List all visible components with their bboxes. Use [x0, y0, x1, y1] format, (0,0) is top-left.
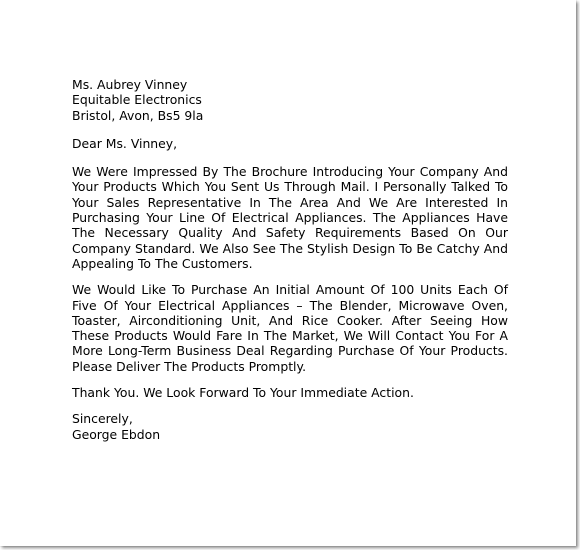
closing: Sincerely,: [72, 411, 133, 427]
recipient-address: Bristol, Avon, Bs5 9la: [72, 107, 204, 123]
recipient-block: [72, 77, 508, 123]
recipient-company: Equitable Electronics: [72, 92, 202, 108]
paragraph-3: Thank You. We Look Forward To Your Immediate Action.: [72, 385, 414, 401]
paragraph-1: We Were Impressed By The Brochure Introducing Your Company And Your Products Which You Sent Us Through Mail. I Personally Talked To Your Sales Representative In The Area And We Are Interested In Purchasing Your Line Of Electrical Appliances. The Appliances Have The Necessary Quality And Safety Requirements Based On Our Company Standard. We Also See The Stylish Design To Be Catchy And Appealing To The Customers.: [72, 164, 508, 271]
salutation: Dear Ms. Vinney,: [72, 135, 178, 151]
letter-body: [72, 77, 508, 442]
paragraph-2: We Would Like To Purchase An Initial Amount Of 100 Units Each Of Five Of Your Electrical Appliances – The Blender, Microwave Oven, Toaster, Airconditioning Unit, And Rice Cooker. After Seeing How These Products Would Fare In The Market, We Will Contact You For A More Long-Term Business Deal Regarding Purchase Of Your Products. Please Deliver The Products Promptly.: [72, 282, 508, 374]
signature: George Ebdon: [72, 426, 161, 442]
recipient-name: Ms. Aubrey Vinney: [72, 77, 188, 92]
